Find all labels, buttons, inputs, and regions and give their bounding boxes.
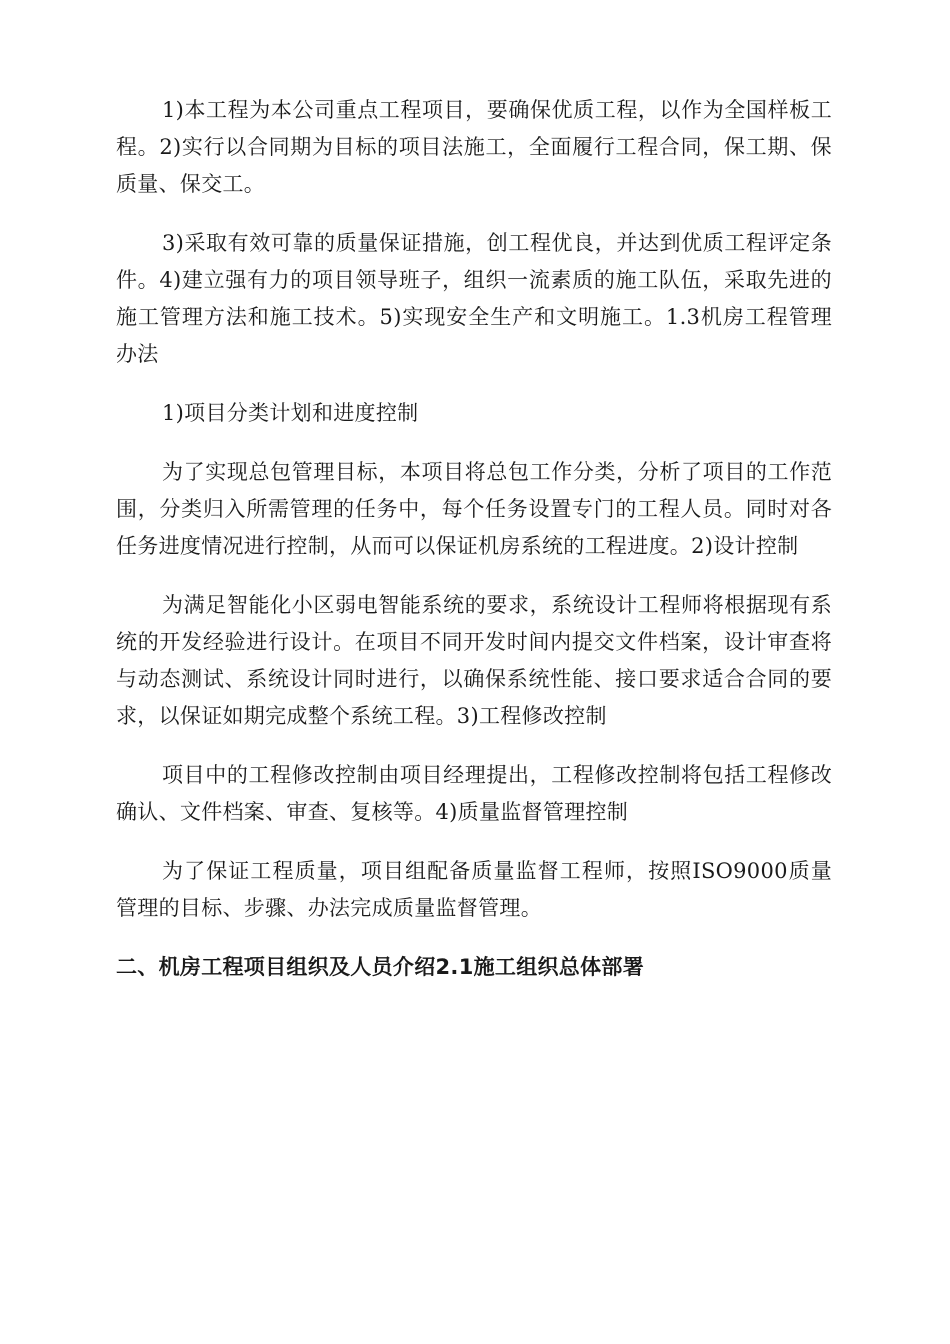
- document-body: [116, 92, 832, 986]
- section-heading: 二、机房工程项目组织及人员介绍2.1施工组织总体部署: [116, 955, 644, 979]
- paragraph-project-goals: 1)本工程为本公司重点工程项目，要确保优质工程，以作为全国样板工程。2)实行以合同期为目标的项目法施工，全面履行工程合同，保工期、保质量、保交工。: [116, 98, 832, 196]
- paragraph-schedule-control-title: 1)项目分类计划和进度控制: [162, 401, 419, 425]
- paragraph-quality-measures: 3)采取有效可靠的质量保证措施，创工程优良，并达到优质工程评定条件。4)建立强有力的项目领导班子，组织一流素质的施工队伍，采取先进的施工管理方法和施工技术。5)实现安全生产和文明施工。1.3机房工程管理办法: [116, 231, 832, 366]
- paragraph-quality-supervision: 为了保证工程质量，项目组配备质量监督工程师，按照ISO9000质量管理的目标、步骤、办法完成质量监督管理。: [116, 859, 832, 920]
- paragraph-schedule-control: 为了实现总包管理目标，本项目将总包工作分类，分析了项目的工作范围，分类归入所需管理的任务中，每个任务设置专门的工程人员。同时对各任务进度情况进行控制，从而可以保证机房系统的工程进度。2)设计控制: [116, 460, 832, 558]
- paragraph-change-control: 项目中的工程修改控制由项目经理提出，工程修改控制将包括工程修改确认、文件档案、审查、复核等。4)质量监督管理控制: [116, 763, 832, 824]
- paragraph-design-control: 为满足智能化小区弱电智能系统的要求，系统设计工程师将根据现有系统的开发经验进行设计。在项目不同开发时间内提交文件档案，设计审查将与动态测试、系统设计同时进行，以确保系统性能、接口要求适合合同的要求，以保证如期完成整个系统工程。3)工程修改控制: [116, 593, 832, 728]
